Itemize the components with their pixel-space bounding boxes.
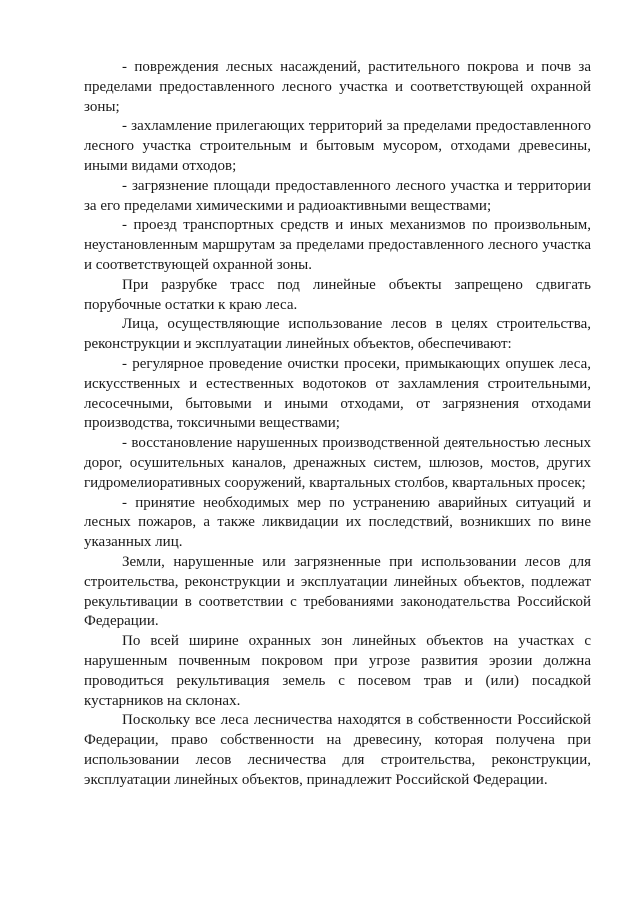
bullet-vehicle-passage: - проезд транспортных средств и иных механизмов по произвольным, неустановленным маршрутам за пределами предоставленного лесного участка и соответствующей охранной зоны. [84, 217, 591, 273]
paragraph-recultivation-law: Земли, нарушенные или загрязненные при использовании лесов для строительства, реконструкции и эксплуатации линейных объектов, подлежат рекультивации в соответствии с требованиями законодательства Российской Федерации. [84, 553, 591, 630]
bullet-restoration: - восстановление нарушенных производственной деятельностью лесных дорог, осушительных каналов, дренажных систем, шлюзов, мостов, других гидромелиоративных сооружений, квартальных столбов, квартальных просек; [84, 435, 591, 491]
document-body [84, 58, 591, 790]
paragraph-clearing-rules: При разрубке трасс под линейные объекты запрещено сдвигать порубочные остатки к краю леса. [84, 276, 591, 313]
bullet-emergency-measures: - принятие необходимых мер по устранению аварийных ситуаций и лесных пожаров, а также ликвидации их последствий, возникших по вине указанных лиц. [84, 494, 591, 551]
bullet-littering-territories: - захламление прилегающих территорий за пределами предоставленного лесного участка строительным и бытовым мусором, отходами древесины, иными видами отходов; [84, 118, 591, 174]
paragraph-protection-zones: По всей ширине охранных зон линейных объектов на участках с нарушенным почвенным покровом при угрозе развития эрозии должна проводиться рекультивация земель с посевом трав и (или) посадкой кустарников на склонах. [84, 633, 591, 709]
bullet-damage-to-forest: - повреждения лесных насаждений, растительного покрова и почв за пределами предоставленного лесного участка и соответствующей охранной зоны; [84, 59, 591, 115]
bullet-chemical-pollution: - загрязнение площади предоставленного лесного участка и территории за его пределами химическими и радиоактивными веществами; [84, 177, 591, 214]
bullet-regular-cleaning: - регулярное проведение очистки просеки, примыкающих опушек леса, искусственных и естественных водотоков от захламления строительными, лесосечными, бытовыми и иными отходами, от загрязнения отходами производства, токсичными веществами; [84, 355, 591, 432]
paragraph-obligations-intro: Лица, осуществляющие использование лесов в целях строительства, реконструкции и эксплуатации линейных объектов, обеспечивают: [84, 316, 591, 353]
paragraph-timber-ownership: Поскольку все леса лесничества находятся в собственности Российской Федерации, право собственности на древесину, которая получена при использовании лесов лесничества для строительства, реконструкции, эксплуатации линейных объектов, принадлежит Российской Федерации. [84, 712, 591, 788]
